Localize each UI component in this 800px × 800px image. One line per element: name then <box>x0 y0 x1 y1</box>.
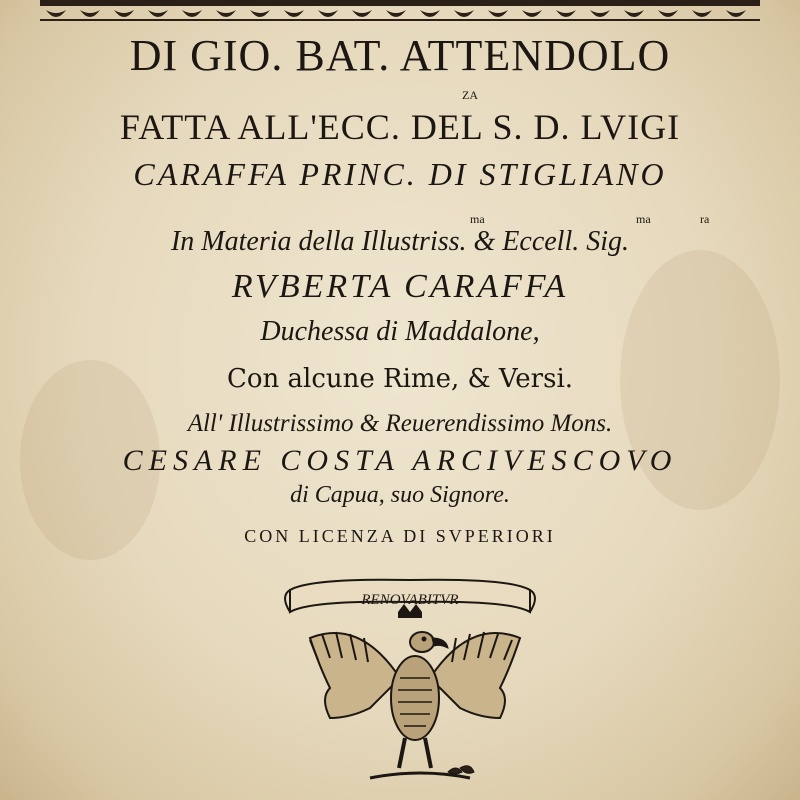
title-line-3: CARAFFA PRINC. DI STIGLIANO <box>133 156 667 192</box>
superscript-ma-1: ma <box>470 212 485 226</box>
title-line-11: CON LICENZA DI SVPERIORI <box>244 526 556 546</box>
printers-device <box>280 568 540 800</box>
title-line-2: FATTA ALL'ECC. DEL S. D. LVIGI <box>119 107 681 147</box>
title-line-7: Con alcune Rime, & Versi. <box>226 364 574 394</box>
ornamental-border-icon <box>40 0 760 24</box>
title-line-4: In Materia della Illustriss. & Eccell. Sig. <box>170 226 630 257</box>
superscript-za: ZA <box>462 88 478 102</box>
superscript-ma-2: ma <box>636 212 651 226</box>
device-motto: RENOVABITVR <box>361 592 459 608</box>
eagle-icon <box>310 632 520 778</box>
title-line-5: RVBERTA CARAFFA <box>231 268 569 305</box>
title-line-6: Duchessa di Maddalone, <box>260 316 540 347</box>
superscript-ra: ra <box>700 212 710 226</box>
title-line-1: DI GIO. BAT. ATTENDOLO <box>129 31 671 80</box>
title-line-9: CESARE COSTA ARCIVESCOVO <box>122 444 678 477</box>
title-line-10: di Capua, suo Signore. <box>290 482 510 508</box>
title-line-8: All' Illustrissimo & Reuerendissimo Mons. <box>187 410 613 437</box>
